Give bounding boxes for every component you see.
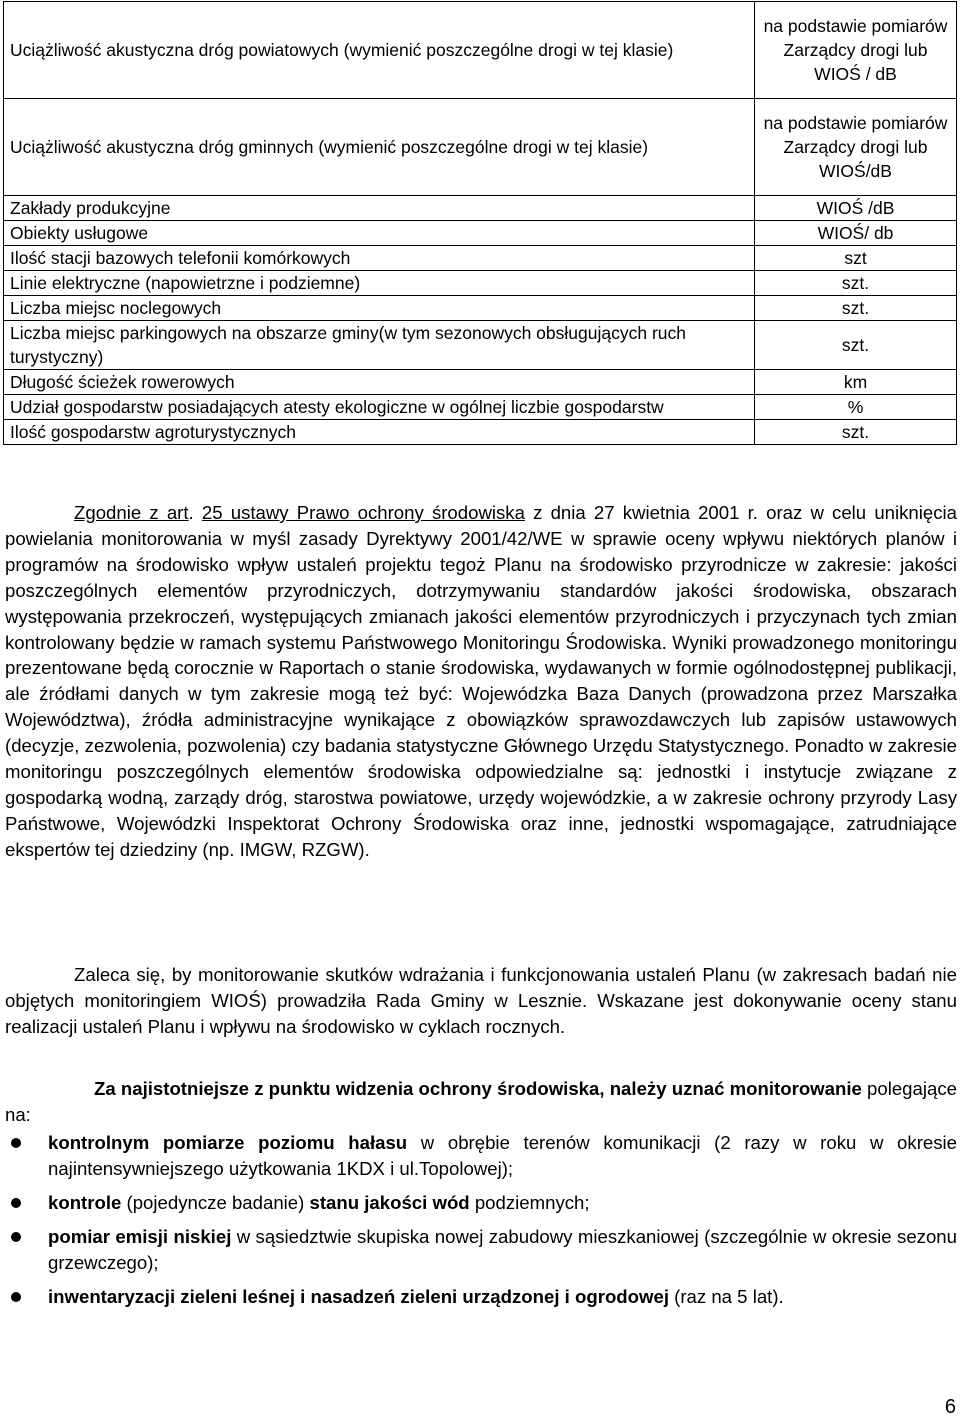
indicator-label: Liczba miejsc parkingowych na obszarze gminy(w tym sezonowych obsługujących ruch turystyczny) xyxy=(4,321,755,370)
table-row xyxy=(4,395,957,420)
indicator-unit: WIOŚ /dB xyxy=(755,196,957,221)
indicator-label: Uciążliwość akustyczna dróg powiatowych (wymienić poszczególne drogi w tej klasie) xyxy=(4,2,755,99)
indicator-unit: szt. xyxy=(755,420,957,445)
bold-text: inwentaryzacji zieleni leśnej i nasadzeń zieleni urządzonej i ogrodowej xyxy=(48,1285,669,1307)
key-monitoring-intro xyxy=(5,1076,957,1128)
text-fragment: (pojedyncze badanie) xyxy=(121,1191,310,1213)
indicator-unit: % xyxy=(755,395,957,420)
bullet-icon xyxy=(11,1198,21,1208)
indicator-label: Linie elektryczne (napowietrzne i podziemne) xyxy=(4,271,755,296)
table-row xyxy=(4,370,957,395)
table-row xyxy=(4,420,957,445)
law-reference-link[interactable]: 25 ustawy Prawo ochrony środowiska xyxy=(201,502,525,523)
bold-text: Za najistotniejsze z punktu widzenia ochrony środowiska, należy uznać monitorowanie xyxy=(94,1078,862,1099)
text-fragment: polegające na: xyxy=(5,1078,957,1125)
text-fragment: z dnia 27 kwietnia 2001 r. oraz w celu uniknięcia powielania monitorowania w myśl zasady Dyrektywy 2001/42/WE w sprawie oceny wpływu niektórych planów i programów na środowisko wpływ ustaleń projektu tegoż Planu na środowisko przyrodnicze w zakresie: jakości poszczególnych elementów przyrodniczych, dotrzymywaniu standardów jakości środowiska, obszarach występowania przekroczeń, występujących zmianach jakości elementów przyrodniczych i przyczynach tych zmian kontrolowany będzie w ramach systemu Państwowego Monitoringu Środowiska. Wyniki prowadzonego monitoringu prezentowane będą corocznie w Raportach o stanie środowiska, wydawanych w formie ogólnodostępnej publikacji, ale źródłami danych w tym zakresie mogą też być: Wojewódzka Baza Danych (prowadzona przez Marszałka Województwa), źródła administracyjne wynikające z obowiązków sprawozdawczych lub zapisów ustawowych (decyzje, zezwolenia, pozwolenia) czy badania statystyczne Głównego Urzędu Statystycznego. Ponadto w zakresie monitoringu poszczególnych elementów środowiska odpowiedzialne są: jednostki i instytucje związane z gospodarką wodną, zarządy dróg, starostwa powiatowe, urzędy wojewódzkie, a w zakresie ochrony przyrody Lasy Państwowe, Wojewódzki Inspektorat Ochrony Środowiska oraz inne, jednostki wspomagające, zatrudniające ekspertów tej dziedziny (np. IMGW, RZGW). xyxy=(5,502,958,860)
table-row xyxy=(4,196,957,221)
text-fragment: w obrębie terenów komunikacji (2 razy w roku w okresie najintensywniejszego użytkowania 1KDX i ul.Topolowej); xyxy=(48,1132,958,1179)
text-fragment: . xyxy=(188,502,202,523)
text-fragment: Zaleca się, by monitorowanie skutków wdrażania i funkcjonowania ustaleń Planu (w zakresach badań nie objętych monitoringiem WIOŚ) prowadziła Rada Gminy w Lesznie. Wskazane jest dokonywanie oceny stanu realizacji ustaleń Planu i wpływu na środowisko w cyklach rocznych. xyxy=(5,964,957,1037)
bullet-icon xyxy=(11,1138,21,1148)
page-number: 6 xyxy=(944,1396,956,1418)
table-row xyxy=(4,99,957,196)
table-row xyxy=(4,246,957,271)
table-row xyxy=(4,271,957,296)
indicator-label: Udział gospodarstw posiadających atesty ekologiczne w ogólnej liczbie gospodarstw xyxy=(4,395,755,420)
indicator-label: Liczba miejsc noclegowych xyxy=(4,296,755,321)
list-item xyxy=(0,1224,957,1276)
list-item xyxy=(0,1130,957,1182)
indicator-unit: szt xyxy=(755,246,957,271)
indicator-label: Obiekty usługowe xyxy=(4,221,755,246)
text-fragment: podziemnych; xyxy=(469,1191,590,1213)
indicator-unit: szt. xyxy=(755,271,957,296)
indicator-label: Ilość stacji bazowych telefonii komórkowych xyxy=(4,246,755,271)
indicator-unit: szt. xyxy=(755,296,957,321)
table-row xyxy=(4,296,957,321)
bold-text: pomiar emisji niskiej xyxy=(48,1225,232,1247)
table-row xyxy=(4,221,957,246)
list-item xyxy=(0,1284,957,1310)
indicator-unit: na podstawie pomiarów Zarządcy drogi lub WIOŚ/dB xyxy=(755,99,957,196)
bullet-icon xyxy=(11,1292,21,1302)
bold-text: kontrolnym pomiarze poziomu hałasu xyxy=(48,1132,408,1153)
indicator-unit: km xyxy=(755,370,957,395)
table-row xyxy=(4,2,957,99)
text-fragment: w sąsiedztwie skupiska nowej zabudowy mieszkaniowej (szczególnie w okresie sezonu grzewczego); xyxy=(48,1225,957,1273)
indicator-unit: na podstawie pomiarów Zarządcy drogi lub WIOŚ / dB xyxy=(755,2,957,99)
recommendation-paragraph xyxy=(5,962,957,1040)
table-row xyxy=(4,321,957,370)
monitoring-list xyxy=(0,1130,957,1317)
indicators-table xyxy=(3,1,957,445)
law-reference-link[interactable]: Zgodnie z art xyxy=(74,502,189,523)
indicator-unit: szt. xyxy=(755,321,957,370)
indicator-unit: WIOŚ/ db xyxy=(755,221,957,246)
text-fragment: (raz na 5 lat). xyxy=(668,1285,784,1307)
indicator-label: Zakłady produkcyjne xyxy=(4,196,755,221)
bold-text: kontrole xyxy=(48,1191,122,1213)
indicator-label: Ilość gospodarstw agroturystycznych xyxy=(4,420,755,445)
indicator-label: Uciążliwość akustyczna dróg gminnych (wymienić poszczególne drogi w tej klasie) xyxy=(4,99,755,196)
indicator-label: Długość ścieżek rowerowych xyxy=(4,370,755,395)
bold-text: stanu jakości wód xyxy=(309,1191,470,1213)
list-item xyxy=(0,1190,957,1216)
bullet-icon xyxy=(11,1232,21,1242)
monitoring-paragraph xyxy=(5,500,957,863)
